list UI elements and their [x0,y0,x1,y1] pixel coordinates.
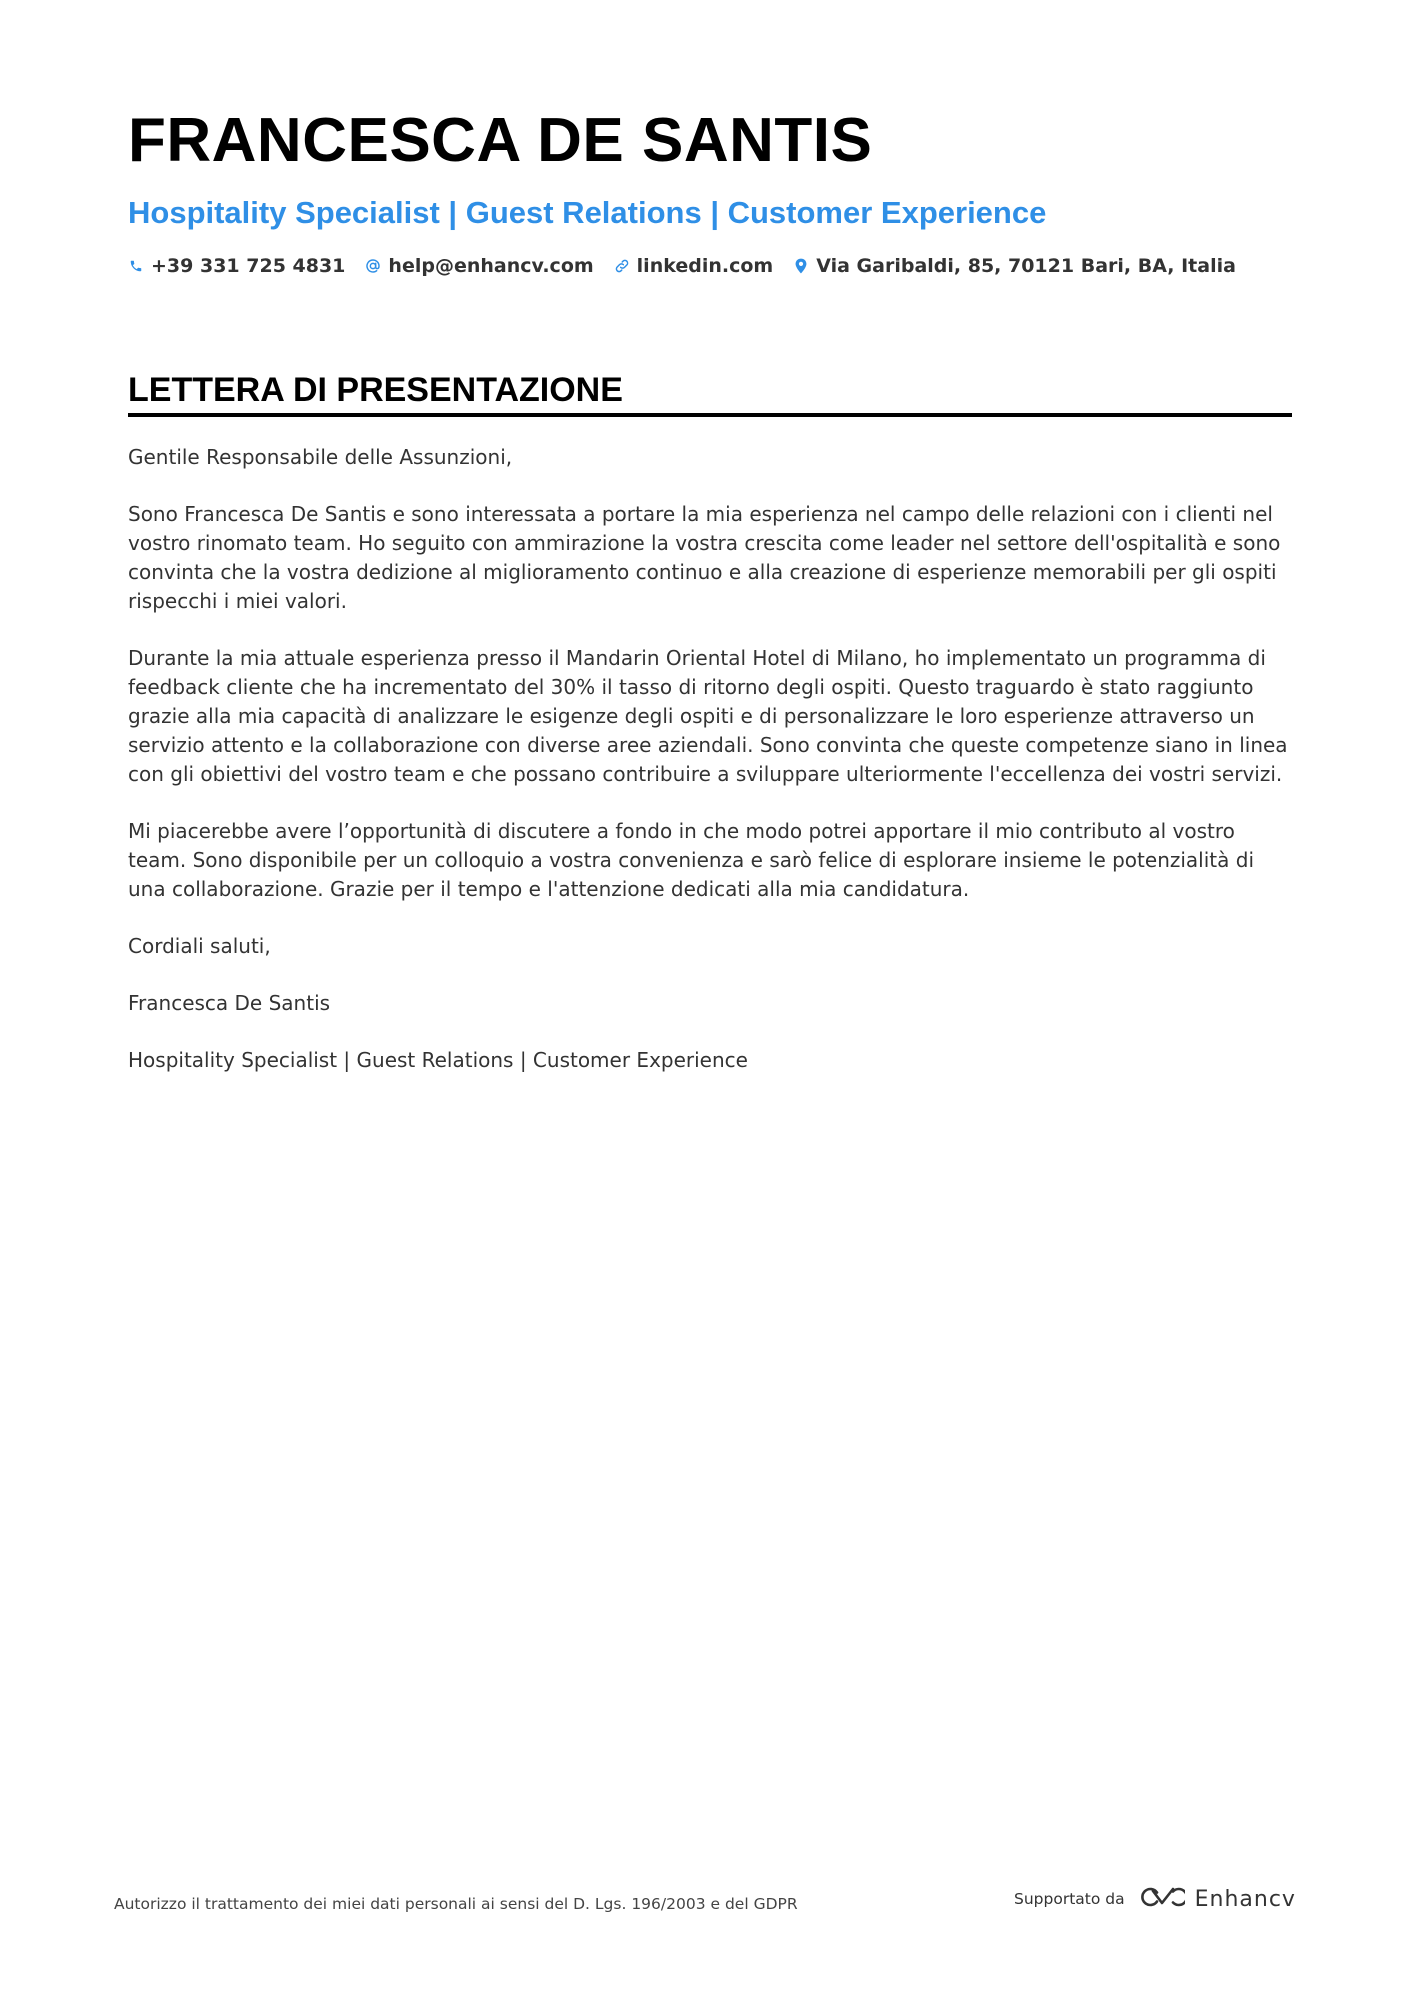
letter-paragraph: Durante la mia attuale esperienza presso il Mandarin Oriental Hotel di Milano, ho implementato un programma di feedback cliente che ha incrementato del 30% il tasso di ritorno degli ospiti. Questo traguardo è stato raggiunto grazie alla mia capacità di analizzare le esigenze degli ospiti e di personalizzare le loro esperienze attraverso un servizio attento e la collaborazione con diverse aree aziendali. Sono convinta che queste competenze siano in linea con gli obiettivi del vostro team e che possano contribuire a sviluppare ulteriormente l'eccellenza dei vostri servizi. [128,646,1288,787]
letter-paragraph: Sono Francesca De Santis e sono interessata a portare la mia esperienza nel campo delle relazioni con i clienti nel vostro rinomato team. Ho seguito con ammirazione la vostra crescita come leader nel settore dell'ospitalità e sono convinta che la vostra dedizione al miglioramento continuo e alla creazione di esperienze memorabili per gli ospiti rispecchi i miei valori. [128,502,1281,614]
contact-address [793,255,1236,277]
signature-name: Francesca De Santis [128,991,331,1016]
contact-phone-text: +39 331 725 4831 [151,255,346,278]
contact-linkedin[interactable] [614,255,774,277]
link-icon [614,258,630,274]
signature-title: Hospitality Specialist | Guest Relations | Customer Experience [128,1048,748,1073]
powered-by-label: Supportato da [1014,1890,1125,1908]
at-icon [365,258,381,274]
contact-address-text: Via Garibaldi, 85, 70121 Bari, BA, Italia [816,255,1236,278]
location-pin-icon [793,258,809,274]
enhancv-logo-icon [1137,1884,1185,1914]
contact-phone[interactable] [128,255,345,277]
contact-email-text: help@enhancv.com [388,255,594,278]
letter-greeting: Gentile Responsabile delle Assunzioni, [128,445,513,470]
contact-email[interactable] [365,255,593,277]
contact-linkedin-text: linkedin.com [636,255,774,278]
cover-letter-page [128,106,1292,1103]
letter-paragraph: Mi piacerebbe avere l’opportunità di discutere a fondo in che modo potrei apportare il mio contributo al vostro team. Sono disponibile per un colloquio a vostra convenienza e sarò felice di esplorare insieme le potenzialità di una collaborazione. Grazie per il tempo e l'attenzione dedicati alla mia candidatura. [128,819,1254,902]
letter-closing: Cordiali saluti, [128,934,271,959]
enhancv-brand-name: Enhancv [1194,1886,1296,1912]
enhancv-logo[interactable] [1137,1884,1296,1914]
phone-icon [128,258,144,274]
privacy-consent: Autorizzo il trattamento dei miei dati personali ai sensi del D. Lgs. 196/2003 e del GDPR [114,1895,798,1913]
candidate-name: FRANCESCA DE SANTIS [128,106,873,175]
letter-body [128,443,1292,1075]
section-title: LETTERA DI PRESENTAZIONE [128,373,1292,417]
candidate-subtitle: Hospitality Specialist | Guest Relations | Customer Experience [128,195,1047,230]
powered-by [1014,1884,1296,1914]
contact-bar [128,255,1292,277]
